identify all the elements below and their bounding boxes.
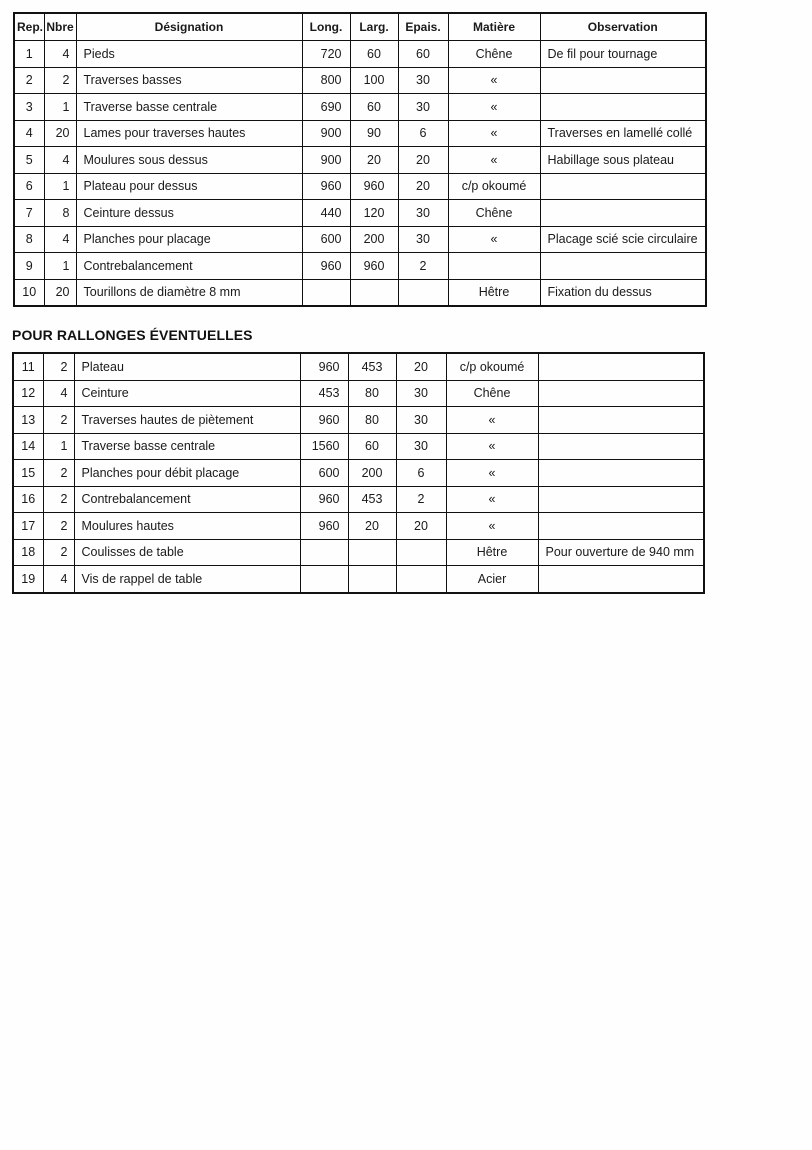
header-row [14,13,706,41]
cell-long: 960 [300,513,348,540]
cell-matiere: Hêtre [446,539,538,566]
cell-rep: 3 [14,94,44,121]
cell-larg: 20 [350,147,398,174]
cell-long: 690 [302,94,350,121]
cell-nbre: 8 [44,200,76,227]
cell-observation [538,407,704,434]
cell-designation: Coulisses de table [74,539,300,566]
cell-epais: 30 [396,433,446,460]
cell-nbre: 2 [43,353,74,380]
cell-designation: Lames pour traverses hautes [76,120,302,147]
cell-larg: 90 [350,120,398,147]
cell-nbre: 4 [44,41,76,68]
cell-nbre: 4 [44,147,76,174]
cell-observation [540,94,706,121]
cell-designation: Moulures sous dessus [76,147,302,174]
cell-rep: 7 [14,200,44,227]
cell-observation [538,566,704,593]
section-title-rallonges: POUR RALLONGES ÉVENTUELLES [12,327,253,343]
cell-larg: 60 [348,433,396,460]
cell-nbre: 4 [44,226,76,253]
cell-designation: Ceinture dessus [76,200,302,227]
cell-long: 960 [300,353,348,380]
cell-long: 960 [302,173,350,200]
cell-designation: Ceinture [74,380,300,407]
cell-larg: 200 [348,460,396,487]
cell-larg: 80 [348,407,396,434]
cell-matiere: « [448,67,540,94]
cell-matiere: Acier [446,566,538,593]
cell-designation: Moulures hautes [74,513,300,540]
cell-nbre: 2 [43,486,74,513]
cell-observation [538,353,704,380]
table-row [13,513,704,540]
cell-epais: 30 [398,200,448,227]
cell-observation: Habillage sous plateau [540,147,706,174]
cell-rep: 17 [13,513,43,540]
cell-larg: 200 [350,226,398,253]
cell-long [300,539,348,566]
table-row [13,460,704,487]
parts-table-main [13,12,707,307]
header-long: Long. [302,13,350,41]
cell-rep: 16 [13,486,43,513]
cell-observation: Placage scié scie circulaire [540,226,706,253]
cell-matiere: « [446,513,538,540]
cell-long: 600 [300,460,348,487]
cell-nbre: 1 [44,173,76,200]
table-row [14,94,706,121]
cell-larg: 453 [348,353,396,380]
cell-larg: 60 [350,94,398,121]
header-rep: Rep. [14,13,44,41]
table-row [14,226,706,253]
cell-matiere: c/p okoumé [448,173,540,200]
cell-epais [396,566,446,593]
cell-observation: De fil pour tournage [540,41,706,68]
cell-observation [538,486,704,513]
parts-table-extensions [12,352,705,594]
cell-epais: 30 [396,380,446,407]
cell-observation [540,67,706,94]
cell-rep: 4 [14,120,44,147]
cell-designation: Traverse basse centrale [76,94,302,121]
table-row [14,120,706,147]
table-row [13,486,704,513]
cell-designation: Pieds [76,41,302,68]
cell-nbre: 2 [43,407,74,434]
cell-matiere: « [446,486,538,513]
cell-matiere: Chêne [446,380,538,407]
cell-observation [540,173,706,200]
cell-larg: 60 [350,41,398,68]
cell-larg [350,279,398,306]
cell-observation [540,200,706,227]
table-row [14,253,706,280]
cell-long: 960 [302,253,350,280]
cell-rep: 12 [13,380,43,407]
table-row [13,539,704,566]
cell-epais: 6 [396,460,446,487]
cell-observation [538,433,704,460]
cell-matiere: Chêne [448,200,540,227]
cell-epais: 20 [398,147,448,174]
table-row [13,566,704,593]
cell-nbre: 2 [44,67,76,94]
table-row [13,433,704,460]
cell-epais: 20 [396,513,446,540]
cell-larg: 80 [348,380,396,407]
header-designation: Désignation [76,13,302,41]
cell-larg: 120 [350,200,398,227]
header-matiere: Matière [448,13,540,41]
cell-matiere: « [448,94,540,121]
cell-matiere: Hêtre [448,279,540,306]
cell-long: 960 [300,486,348,513]
cell-long: 900 [302,147,350,174]
cell-nbre: 1 [44,94,76,121]
parts-table-main-body [14,41,706,307]
cell-long: 600 [302,226,350,253]
header-observation: Observation [540,13,706,41]
cell-matiere: « [446,407,538,434]
cell-epais: 30 [396,407,446,434]
cell-epais: 30 [398,226,448,253]
cell-rep: 2 [14,67,44,94]
cell-designation: Tourillons de diamètre 8 mm [76,279,302,306]
cell-nbre: 4 [43,380,74,407]
cell-epais: 2 [396,486,446,513]
cell-observation [538,380,704,407]
cell-matiere: Chêne [448,41,540,68]
cell-long: 1560 [300,433,348,460]
cell-designation: Plateau pour dessus [76,173,302,200]
cell-epais: 6 [398,120,448,147]
cell-matiere: « [448,147,540,174]
cell-rep: 1 [14,41,44,68]
cell-rep: 15 [13,460,43,487]
cell-designation: Planches pour débit placage [74,460,300,487]
cell-nbre: 2 [43,460,74,487]
cell-designation: Plateau [74,353,300,380]
cell-designation: Traverses basses [76,67,302,94]
cell-epais [398,279,448,306]
cell-nbre: 4 [43,566,74,593]
cell-epais: 30 [398,94,448,121]
table-row [14,279,706,306]
cell-larg [348,539,396,566]
cell-larg: 20 [348,513,396,540]
table-row [14,67,706,94]
cell-nbre: 1 [43,433,74,460]
cell-rep: 8 [14,226,44,253]
cell-rep: 14 [13,433,43,460]
cell-observation [538,460,704,487]
table-row [13,380,704,407]
cell-matiere: c/p okoumé [446,353,538,380]
cell-matiere [448,253,540,280]
cell-long: 960 [300,407,348,434]
cell-epais: 60 [398,41,448,68]
cell-epais: 2 [398,253,448,280]
cell-epais [396,539,446,566]
table-row [14,147,706,174]
cell-observation [538,513,704,540]
cell-designation: Contrebalancement [76,253,302,280]
cell-long: 720 [302,41,350,68]
cell-rep: 19 [13,566,43,593]
cell-designation: Traverse basse centrale [74,433,300,460]
cell-epais: 30 [398,67,448,94]
header-nbre: Nbre [44,13,76,41]
cell-rep: 10 [14,279,44,306]
cell-long [302,279,350,306]
cell-nbre: 1 [44,253,76,280]
cell-long: 800 [302,67,350,94]
cell-matiere: « [448,226,540,253]
cell-long [300,566,348,593]
table-row [14,200,706,227]
cell-nbre: 20 [44,120,76,147]
cell-observation: Fixation du dessus [540,279,706,306]
cell-long: 900 [302,120,350,147]
cell-larg: 100 [350,67,398,94]
table-row [13,353,704,380]
cell-rep: 11 [13,353,43,380]
cell-rep: 13 [13,407,43,434]
cell-observation: Pour ouverture de 940 mm [538,539,704,566]
parts-table-extensions-body [13,353,704,593]
cell-nbre: 20 [44,279,76,306]
cell-rep: 18 [13,539,43,566]
cell-rep: 6 [14,173,44,200]
cell-designation: Planches pour placage [76,226,302,253]
cell-designation: Traverses hautes de piètement [74,407,300,434]
cell-epais: 20 [396,353,446,380]
cell-long: 440 [302,200,350,227]
header-larg: Larg. [350,13,398,41]
cell-designation: Vis de rappel de table [74,566,300,593]
cell-larg [348,566,396,593]
cell-long: 453 [300,380,348,407]
cell-larg: 453 [348,486,396,513]
cell-observation: Traverses en lamellé collé [540,120,706,147]
cell-observation [540,253,706,280]
cell-matiere: « [446,433,538,460]
cell-larg: 960 [350,173,398,200]
cell-designation: Contrebalancement [74,486,300,513]
cell-rep: 9 [14,253,44,280]
cell-matiere: « [446,460,538,487]
cell-nbre: 2 [43,513,74,540]
table-row [13,407,704,434]
cell-larg: 960 [350,253,398,280]
header-epais: Epais. [398,13,448,41]
table-row [14,41,706,68]
cell-epais: 20 [398,173,448,200]
cell-rep: 5 [14,147,44,174]
cell-nbre: 2 [43,539,74,566]
cell-matiere: « [448,120,540,147]
table-row [14,173,706,200]
